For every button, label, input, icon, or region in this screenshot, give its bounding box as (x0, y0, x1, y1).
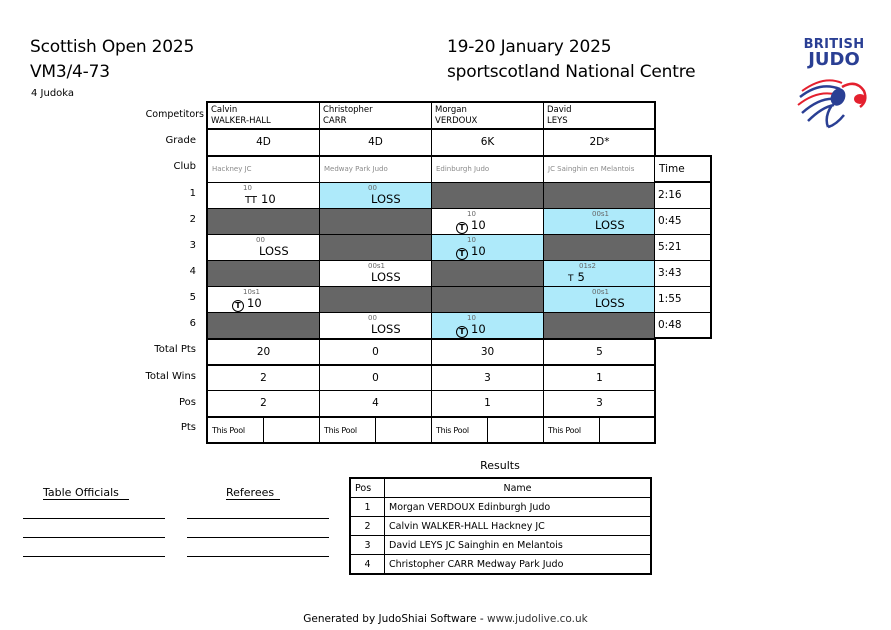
match-cell[interactable] (431, 286, 544, 313)
results-header-row (350, 478, 651, 498)
match-time: 3:43 (654, 260, 712, 287)
match-score-detail: 00 (256, 236, 265, 244)
match-cell[interactable] (431, 312, 544, 339)
match-score-detail: 10 (467, 314, 476, 322)
match-result-value: LOSS (259, 244, 289, 258)
match-cell[interactable] (319, 260, 432, 287)
row-label-pos: Pos (178, 397, 196, 408)
double-waza-ari-icon: TT (245, 195, 258, 206)
competitor-pos: 2 (207, 390, 320, 417)
match-result-value: LOSS (371, 322, 401, 336)
match-result-value: LOSS (371, 270, 401, 284)
footer (0, 613, 891, 625)
match-score-detail: 00s1 (592, 210, 610, 218)
match-cell[interactable] (543, 182, 656, 209)
competitor-total-wins: 0 (319, 364, 432, 391)
results-row (350, 498, 651, 517)
competitor-grade: 4D (207, 128, 320, 156)
match-cell[interactable] (207, 234, 320, 261)
match-cell[interactable] (319, 182, 432, 209)
match-cell[interactable] (319, 234, 432, 261)
event-venue: sportscotland National Centre (447, 62, 696, 82)
row-label-total-wins: Total Wins (145, 371, 196, 382)
match-score-detail: 00s1 (592, 288, 610, 296)
row-label-club: Club (173, 161, 196, 172)
match-time: 2:16 (654, 182, 712, 209)
competitor-total-wins: 1 (543, 364, 656, 391)
match-cell[interactable] (543, 208, 656, 235)
competitor-total-pts: 0 (319, 338, 432, 365)
competitor-club: JC Sainghin en Melantois (543, 155, 656, 183)
competitor-first-name: David (547, 105, 572, 115)
match-result (371, 322, 401, 336)
results-header-pos: Pos (350, 478, 385, 498)
match-result (595, 296, 625, 310)
waza-ari-icon: T (568, 274, 574, 284)
match-result-value: 10 (247, 296, 262, 310)
competitor-name-cell (431, 101, 544, 129)
match-result-value: LOSS (595, 296, 625, 310)
match-result-value: 10 (261, 192, 276, 206)
match-score-detail: 00s1 (368, 262, 386, 270)
match-number: 2 (189, 214, 196, 225)
match-result-value: 5 (577, 270, 585, 284)
match-score-detail: 00 (368, 314, 377, 322)
match-cell[interactable] (319, 208, 432, 235)
competitor-first-name: Calvin (211, 105, 238, 115)
match-result (456, 322, 486, 338)
results-title: Results (480, 459, 520, 472)
competitor-pts-entry[interactable] (599, 416, 656, 444)
footer-generated-by: Generated by JudoShiai Software - (303, 613, 488, 625)
match-time: 0:48 (654, 312, 712, 339)
match-score-detail: 00 (368, 184, 377, 192)
competitor-grade: 6K (431, 128, 544, 156)
table-official-signature-line-3[interactable] (23, 556, 165, 557)
results-name: Calvin WALKER-HALL Hackney JC (385, 517, 652, 536)
match-result (371, 270, 401, 284)
match-score-detail: 01s2 (579, 262, 597, 270)
match-cell[interactable] (431, 260, 544, 287)
row-label-grade: Grade (165, 135, 196, 146)
competitor-club: Medway Park Judo (319, 155, 432, 183)
competitor-last-name: LEYS (547, 116, 568, 126)
competitor-pool-label: This Pool (431, 416, 488, 444)
competitor-club: Hackney JC (207, 155, 320, 183)
match-result (245, 192, 276, 208)
competitor-pos: 4 (319, 390, 432, 417)
match-cell[interactable] (431, 182, 544, 209)
match-cell[interactable] (319, 286, 432, 313)
results-row (350, 536, 651, 555)
match-result-value: LOSS (595, 218, 625, 232)
judoka-count: 4 Judoka (31, 88, 75, 99)
results-header-name: Name (385, 478, 652, 498)
competitor-pos: 1 (431, 390, 544, 417)
match-result-value: LOSS (371, 192, 401, 206)
competitor-name-cell (543, 101, 656, 129)
match-cell[interactable] (207, 208, 320, 235)
competitor-pool-label: This Pool (207, 416, 264, 444)
competitor-pts-entry[interactable] (487, 416, 544, 444)
match-cell[interactable] (207, 260, 320, 287)
results-pos: 1 (350, 498, 385, 517)
referee-signature-line-2[interactable] (187, 537, 329, 538)
row-label-total-pts: Total Pts (154, 344, 196, 355)
match-number: 4 (189, 266, 196, 277)
competitor-pool-label: This Pool (319, 416, 376, 444)
competitor-last-name: VERDOUX (435, 116, 478, 126)
match-result (595, 218, 625, 232)
results-pos: 3 (350, 536, 385, 555)
category-label: VM3/4-73 (30, 62, 110, 82)
ippon-circle-icon: T (456, 222, 468, 234)
logo-text-line2: JUDO (808, 49, 860, 70)
row-label-competitors: Competitors (145, 109, 204, 120)
match-result (371, 192, 401, 206)
competitor-grade: 2D* (543, 128, 656, 156)
match-cell[interactable] (543, 286, 656, 313)
match-number: 6 (189, 318, 196, 329)
competitor-total-pts: 30 (431, 338, 544, 365)
row-label-pts: Pts (180, 422, 196, 433)
time-header: Time (654, 155, 712, 182)
match-result (259, 244, 289, 258)
grid-right-border-top (654, 101, 656, 156)
match-score-detail: 10 (467, 210, 476, 218)
match-cell[interactable] (207, 182, 320, 209)
competitor-name-cell (207, 101, 320, 129)
match-time: 0:45 (654, 208, 712, 235)
match-cell[interactable] (543, 260, 656, 287)
match-cell[interactable] (431, 208, 544, 235)
competitor-first-name: Christopher (323, 105, 373, 115)
competitor-grade: 4D (319, 128, 432, 156)
referees-label: Referees (226, 486, 280, 500)
match-time: 5:21 (654, 234, 712, 261)
grid-right-border-bottom (654, 338, 656, 444)
match-result-value: 10 (471, 244, 486, 258)
competitor-pos: 3 (543, 390, 656, 417)
event-dates: 19-20 January 2025 (447, 37, 612, 57)
footer-url[interactable]: www.judolive.co.uk (487, 613, 588, 625)
match-number: 3 (189, 240, 196, 251)
results-name: David LEYS JC Sainghin en Melantois (385, 536, 652, 555)
competitor-pool-label: This Pool (543, 416, 600, 444)
ippon-circle-icon: T (232, 300, 244, 312)
competitor-last-name: CARR (323, 116, 347, 126)
results-table (349, 477, 652, 575)
table-officials-label: Table Officials (43, 486, 129, 500)
british-judo-logo-icon (794, 69, 874, 131)
match-result (456, 218, 486, 234)
competitor-club: Edinburgh Judo (431, 155, 544, 183)
match-score-detail: 10 (467, 236, 476, 244)
results-row (350, 517, 651, 536)
match-cell[interactable] (207, 286, 320, 313)
match-time: 1:55 (654, 286, 712, 313)
match-cell[interactable] (431, 234, 544, 261)
grid-left-border (206, 101, 208, 444)
match-result (232, 296, 262, 312)
match-score-detail: 10s1 (243, 288, 261, 296)
match-cell[interactable] (319, 312, 432, 339)
match-result (568, 270, 585, 286)
match-cell[interactable] (543, 312, 656, 339)
competitor-total-pts: 5 (543, 338, 656, 365)
match-result-value: 10 (471, 322, 486, 336)
competitor-total-wins: 3 (431, 364, 544, 391)
logo-text-line1: BRITISH (803, 37, 865, 52)
match-score-detail: 10 (243, 184, 252, 192)
match-result (456, 244, 486, 260)
match-number: 1 (189, 188, 196, 199)
ippon-circle-icon: T (456, 248, 468, 260)
table-official-signature-line-1[interactable] (23, 518, 165, 519)
results-pos: 4 (350, 555, 385, 575)
british-judo-logo (794, 38, 874, 135)
results-pos: 2 (350, 517, 385, 536)
competitor-total-wins: 2 (207, 364, 320, 391)
results-row (350, 555, 651, 575)
ippon-circle-icon: T (456, 326, 468, 338)
match-cell[interactable] (207, 312, 320, 339)
competitor-last-name: WALKER-HALL (211, 116, 271, 126)
competitor-name-cell (319, 101, 432, 129)
match-result-value: 10 (471, 218, 486, 232)
results-name: Morgan VERDOUX Edinburgh Judo (385, 498, 652, 517)
results-name: Christopher CARR Medway Park Judo (385, 555, 652, 575)
match-number: 5 (189, 292, 196, 303)
competitor-first-name: Morgan (435, 105, 467, 115)
match-cell[interactable] (543, 234, 656, 261)
event-title: Scottish Open 2025 (30, 37, 195, 57)
competitor-total-pts: 20 (207, 338, 320, 365)
competitor-pts-entry[interactable] (375, 416, 432, 444)
referee-signature-line-3[interactable] (187, 556, 329, 557)
competitor-pts-entry[interactable] (263, 416, 320, 444)
referee-signature-line-1[interactable] (187, 518, 329, 519)
table-official-signature-line-2[interactable] (23, 537, 165, 538)
